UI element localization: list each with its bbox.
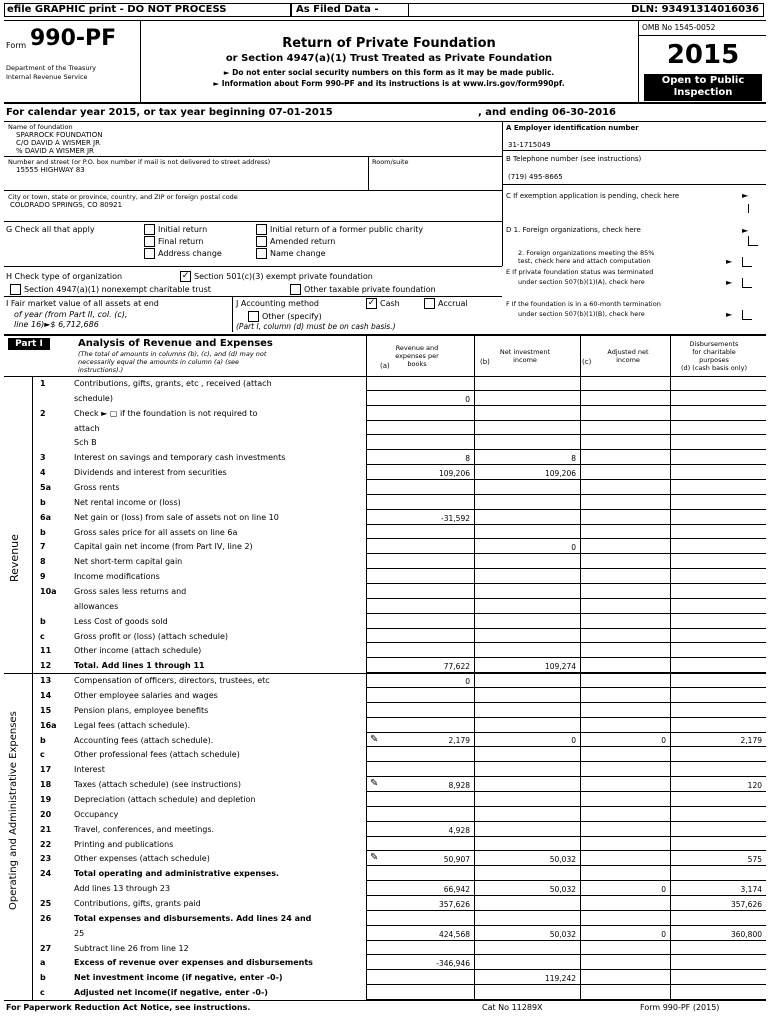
g-amended-label: Amended return xyxy=(270,237,336,246)
calendar-ending: , and ending 06-30-2016 xyxy=(478,107,616,118)
h-label: H Check type of organization xyxy=(6,272,123,281)
col-d-2: for charitable xyxy=(692,348,736,356)
table-row xyxy=(4,807,766,822)
g-final-return[interactable] xyxy=(144,236,203,247)
cell-col-a: 66,942 xyxy=(443,884,470,894)
line-label: Subtract line 26 from line 12 xyxy=(74,943,189,953)
table-row xyxy=(4,985,766,1000)
line-number: 24 xyxy=(40,869,52,879)
part-desc-2: necessarily equal the amounts in column (a) (see xyxy=(78,358,240,366)
attachment-icon[interactable]: ✎ xyxy=(370,852,379,864)
line-number: 10a xyxy=(40,587,57,596)
table-row xyxy=(4,614,766,629)
cell-col-a: 2,179 xyxy=(448,736,470,746)
line-label: Total operating and administrative expenses. xyxy=(74,869,279,879)
line-label: Excess of revenue over expenses and disbursements xyxy=(74,958,313,968)
line-label: allowances xyxy=(74,601,119,611)
table-row xyxy=(4,391,766,406)
checkmark-icon[interactable]: ✓ xyxy=(367,298,376,308)
cell-col-b: 119,242 xyxy=(544,974,576,984)
line-label: Net rental income or (loss) xyxy=(74,497,181,507)
line-label: Occupancy xyxy=(74,809,119,819)
table-row xyxy=(4,792,766,807)
j-cash-label: Cash xyxy=(380,299,400,308)
line-label: Check ► ▢ if the foundation is not required to xyxy=(74,408,258,418)
line-number: c xyxy=(40,988,45,998)
line-number: 25 xyxy=(40,899,52,908)
line-label: Other expenses (attach schedule) xyxy=(74,854,210,864)
line-label: Total expenses and disbursements. Add lines 24 and xyxy=(74,913,312,923)
line-label: Interest xyxy=(74,765,105,775)
table-row xyxy=(4,777,766,792)
col-d-header xyxy=(664,340,764,372)
line-number: 17 xyxy=(40,765,52,775)
line-label: Pension plans, employee benefits xyxy=(74,705,209,715)
ein: 31-1715049 xyxy=(508,141,551,149)
col-a-1: Revenue and xyxy=(395,344,439,352)
address-label: Number and street (or P.O. box number if mail is not delivered to street address) xyxy=(8,158,271,166)
checkbox[interactable] xyxy=(256,236,267,247)
table-row xyxy=(4,733,766,748)
form-number: 990-PF xyxy=(30,26,117,51)
arrow-icon: ► xyxy=(726,310,733,319)
i-line-3: line 16)►$ 6,712,686 xyxy=(14,320,99,329)
checkbox[interactable] xyxy=(144,248,155,259)
footer-form: Form 990-PF (2015) xyxy=(640,1003,720,1012)
line-label: Gross sales less returns and xyxy=(74,587,187,596)
line-number: b xyxy=(40,527,46,537)
checkbox[interactable] xyxy=(256,248,267,259)
line-number: 27 xyxy=(40,943,52,953)
cell-col-d: 357,626 xyxy=(730,899,762,909)
form-title: Return of Private Foundation xyxy=(282,36,496,51)
line-number: 18 xyxy=(40,780,52,790)
line-label: Other income (attach schedule) xyxy=(74,646,202,656)
open-public-badge xyxy=(644,74,762,101)
checkbox[interactable] xyxy=(256,224,267,235)
table-row xyxy=(4,970,766,985)
table-row xyxy=(4,911,766,926)
omb-number: OMB No 1545-0052 xyxy=(642,23,716,32)
table-row xyxy=(4,837,766,852)
line-number: 2 xyxy=(40,408,46,418)
checkbox[interactable] xyxy=(10,284,21,295)
line-number: 22 xyxy=(40,839,52,849)
line-number: 5a xyxy=(40,483,51,492)
attachment-icon[interactable]: ✎ xyxy=(370,778,379,790)
table-row xyxy=(4,480,766,495)
line-label: Compensation of officers, directors, trustees, etc xyxy=(74,676,270,686)
table-row xyxy=(4,896,766,911)
h-opt1[interactable] xyxy=(180,271,373,282)
table-row xyxy=(4,599,766,614)
part-tag: Part I xyxy=(8,338,50,350)
table-row xyxy=(4,450,766,465)
line-number: 16a xyxy=(40,720,57,730)
line-number: a xyxy=(40,958,46,968)
g-initial-former[interactable] xyxy=(256,224,423,235)
line-label: Net short-term capital gain xyxy=(74,557,183,567)
col-c-header: Adjusted net income xyxy=(607,348,649,364)
arrow-icon: ► xyxy=(742,226,749,235)
table-row xyxy=(4,629,766,644)
line-number: 8 xyxy=(40,557,46,567)
open-public-2: Inspection xyxy=(673,87,733,98)
j-other[interactable] xyxy=(248,311,322,322)
cell-col-d: 575 xyxy=(747,855,762,865)
d2-label-1: 2. Foreign organizations meeting the 85% xyxy=(518,249,655,257)
table-row xyxy=(4,941,766,956)
address: 15555 HIGHWAY 83 xyxy=(16,166,85,174)
j-note: (Part I, column (d) must be on cash basis.) xyxy=(236,322,396,331)
cell-col-b: 0 xyxy=(571,543,576,553)
exemption-pending-label: C If exemption application is pending, check here xyxy=(506,192,680,200)
table-row xyxy=(4,822,766,837)
attachment-icon[interactable]: ✎ xyxy=(370,733,379,745)
checkbox[interactable] xyxy=(290,284,301,295)
cell-col-d: 2,179 xyxy=(740,736,762,746)
d1-label: D 1. Foreign organizations, check here xyxy=(506,226,641,234)
form-prefix: Form xyxy=(6,41,27,50)
col-b-tag: (b) xyxy=(480,358,490,366)
line-number: c xyxy=(40,750,45,760)
cell-col-a: 4,928 xyxy=(448,825,470,835)
line-label: Gross rents xyxy=(74,483,120,492)
table-row xyxy=(4,584,766,599)
line-number: 13 xyxy=(40,676,52,686)
line-label: Net investment income (if negative, enter -0-) xyxy=(74,973,283,983)
table-row xyxy=(4,688,766,703)
g-final-return-label: Final return xyxy=(158,237,204,246)
cell-col-a: 77,622 xyxy=(443,662,470,672)
line-number: b xyxy=(40,497,46,507)
ein-label: A Employer identification number xyxy=(506,124,639,132)
part1-table xyxy=(4,376,766,1000)
line-label: Depreciation (attach schedule) and depletion xyxy=(74,795,256,804)
table-row xyxy=(4,926,766,941)
line-number: 12 xyxy=(40,661,52,671)
line-number: 7 xyxy=(40,542,46,552)
checkmark-icon[interactable]: ✓ xyxy=(181,271,190,281)
table-row xyxy=(4,569,766,584)
j-other-label: Other (specify) xyxy=(262,312,322,321)
col-a-2: expenses per xyxy=(395,352,439,360)
e-label-1: E If private foundation status was terminated xyxy=(506,268,654,276)
line-label: Less Cost of goods sold xyxy=(74,616,168,626)
table-row xyxy=(4,747,766,762)
h-opt3[interactable] xyxy=(290,284,436,295)
table-row xyxy=(4,376,766,391)
cell-col-a: 424,568 xyxy=(438,929,470,939)
cell-col-b: 109,206 xyxy=(544,468,576,478)
f-label-2: under section 507(b)(1)(B), check here xyxy=(518,310,645,318)
checkbox[interactable] xyxy=(144,224,155,235)
cell-col-c: 0 xyxy=(661,736,666,746)
table-row xyxy=(4,525,766,540)
expense-label: Operating and Administrative Expenses xyxy=(8,711,19,910)
table-row xyxy=(4,866,766,881)
line-number: 6a xyxy=(40,512,51,522)
calendar-year: For calendar year 2015, or tax year beginning 07-01-2015 xyxy=(6,107,333,118)
city-label: City or town, state or province, country, and ZIP or foreign postal code xyxy=(8,193,238,201)
line-number: c xyxy=(40,631,45,641)
table-row xyxy=(4,718,766,733)
cell-col-a: 50,907 xyxy=(443,855,470,865)
g-amended[interactable] xyxy=(256,236,335,247)
table-row xyxy=(4,673,766,688)
line-label: Gross profit or (loss) (attach schedule) xyxy=(74,631,229,641)
line-label: Capital gain net income (from Part IV, line 2) xyxy=(74,542,253,552)
line-number: 23 xyxy=(40,854,52,864)
line-label: Contributions, gifts, grants paid xyxy=(74,899,201,908)
line-number: 20 xyxy=(40,809,52,819)
table-row xyxy=(4,881,766,896)
line-label: Contributions, gifts, grants, etc , received (attach xyxy=(74,379,272,388)
g-initial-return-label: Initial return xyxy=(158,225,208,234)
table-row xyxy=(4,554,766,569)
col-d-3: purposes xyxy=(699,356,729,364)
d1-checkbox[interactable] xyxy=(748,236,758,246)
room-suite-label: Room/suite xyxy=(372,158,409,166)
cell-col-a: 0 xyxy=(465,676,470,686)
cell-col-c: 0 xyxy=(661,929,666,939)
line-number: b xyxy=(40,973,46,983)
j-cash[interactable] xyxy=(366,298,400,309)
cell-col-c: 0 xyxy=(661,884,666,894)
e-label-2: under section 507(b)(1)(A), check here xyxy=(518,278,645,286)
line-number: 11 xyxy=(40,646,52,656)
table-row xyxy=(4,762,766,777)
top-bar-left: efile GRAPHIC print - DO NOT PROCESS xyxy=(4,3,291,17)
foundation-name-label: Name of foundation xyxy=(8,123,73,131)
line-number: 14 xyxy=(40,691,52,700)
revenue-label: Revenue xyxy=(8,534,21,582)
e-checkbox[interactable] xyxy=(742,278,752,288)
cell-col-b: 50,032 xyxy=(549,929,576,939)
open-public-1: Open to Public xyxy=(661,75,745,86)
phone-label: B Telephone number (see instructions) xyxy=(506,155,642,163)
exemption-pending-checkbox[interactable] xyxy=(748,204,749,213)
col-c-tag: (c) xyxy=(582,358,592,366)
part-title: Analysis of Revenue and Expenses xyxy=(78,338,273,349)
note-ssn: ► Do not enter social security numbers on this form as it may be made public. xyxy=(223,68,555,77)
i-line-1: I Fair market value of all assets at end xyxy=(6,299,159,308)
g-address-change-label: Address change xyxy=(158,249,222,258)
cell-col-b: 109,274 xyxy=(544,662,576,672)
table-row xyxy=(4,495,766,510)
dln: DLN: 93491314016036 xyxy=(408,3,764,17)
checkbox[interactable] xyxy=(248,311,259,322)
phone: (719) 495-8665 xyxy=(508,173,563,181)
cell-col-a: -31,592 xyxy=(441,513,470,523)
line-label: Other professional fees (attach schedule) xyxy=(74,750,240,760)
table-row xyxy=(4,643,766,658)
foundation-name-3: % DAVID A WISMER JR xyxy=(16,147,94,155)
line-number: 21 xyxy=(40,824,52,834)
g-name-change-label: Name change xyxy=(270,249,326,258)
line-label: schedule) xyxy=(74,393,113,403)
checkbox[interactable] xyxy=(144,236,155,247)
line-number: 1 xyxy=(40,379,46,388)
cell-col-a: 109,206 xyxy=(438,468,470,478)
line-label: Taxes (attach schedule) (see instructions) xyxy=(74,780,241,790)
j-accrual-label: Accrual xyxy=(438,299,468,308)
dept-1: Department of the Treasury xyxy=(6,64,97,72)
table-row xyxy=(4,421,766,436)
cell-col-a: 0 xyxy=(465,394,470,404)
top-bar-middle: As Filed Data - xyxy=(291,3,409,17)
line-label: Net gain or (loss) from sale of assets not on line 10 xyxy=(74,512,279,522)
arrow-icon: ► xyxy=(726,257,733,266)
col-b-header: Net investment income xyxy=(499,348,551,364)
table-row xyxy=(4,851,766,866)
line-label: 25 xyxy=(74,928,85,938)
table-row xyxy=(4,658,766,673)
foundation-name-2: C/O DAVID A WISMER JR xyxy=(16,139,100,147)
cell-col-d: 360,800 xyxy=(730,929,762,939)
arrow-icon: ► xyxy=(726,278,733,287)
table-row xyxy=(4,435,766,450)
foundation-name-1: SPARROCK FOUNDATION xyxy=(16,131,103,139)
line-number: 4 xyxy=(40,468,46,478)
line-label: Total. Add lines 1 through 11 xyxy=(74,661,205,671)
table-row xyxy=(4,510,766,525)
arrow-icon: ► xyxy=(742,191,749,200)
dept-2: Internal Revenue Service xyxy=(6,73,88,81)
line-number: 9 xyxy=(40,572,46,582)
line-label: Accounting fees (attach schedule). xyxy=(74,735,214,745)
col-d-4: (d) (cash basis only) xyxy=(681,364,747,372)
h-opt2[interactable] xyxy=(10,284,211,295)
line-label: Printing and publications xyxy=(74,839,174,849)
part-desc-3: instructions).) xyxy=(78,366,124,374)
table-row xyxy=(4,955,766,970)
line-label: Legal fees (attach schedule). xyxy=(74,720,191,730)
col-a-tag: (a) xyxy=(380,362,390,370)
col-a-3: books xyxy=(407,360,427,368)
footer-cat: Cat No 11289X xyxy=(482,1003,543,1012)
line-number: 19 xyxy=(40,795,52,804)
cell-col-a: 8 xyxy=(465,454,470,464)
j-label: J Accounting method xyxy=(236,299,320,308)
f-label-1: F If the foundation is in a 60-month termination xyxy=(506,300,661,308)
line-label: Adjusted net income(if negative, enter -0-) xyxy=(74,988,268,998)
city: COLORADO SPRINGS, CO 80921 xyxy=(10,201,123,209)
col-d-1: Disbursements xyxy=(689,340,739,348)
part-desc-1: (The total of amounts in columns (b), (c), and (d) may not xyxy=(78,350,267,358)
line-label: attach xyxy=(74,423,100,433)
cell-col-b: 0 xyxy=(571,736,576,746)
f-checkbox[interactable] xyxy=(742,310,752,320)
line-label: Travel, conferences, and meetings. xyxy=(74,824,215,834)
g-initial-return[interactable] xyxy=(144,224,207,235)
i-line-2: of year (from Part II, col. (c), xyxy=(14,310,128,319)
cell-col-d: 120 xyxy=(747,780,762,790)
g-label: G Check all that apply xyxy=(6,225,95,234)
tax-year: 2015 xyxy=(666,40,740,70)
d2-label-2: test, check here and attach computation xyxy=(518,257,651,265)
checkbox[interactable] xyxy=(424,298,435,309)
line-label: Add lines 13 through 23 xyxy=(74,884,171,894)
h-opt1-label: Section 501(c)(3) exempt private foundation xyxy=(194,272,373,281)
table-row xyxy=(4,703,766,718)
j-accrual[interactable] xyxy=(424,298,468,309)
line-number: b xyxy=(40,616,46,626)
footer-paperwork: For Paperwork Reduction Act Notice, see instructions. xyxy=(6,1003,251,1012)
note-info: ► Information about Form 990-PF and its instructions is at www.irs.gov/form990pf. xyxy=(213,79,565,88)
form-subtitle: or Section 4947(a)(1) Trust Treated as Private Foundation xyxy=(225,53,553,64)
g-initial-former-label: Initial return of a former public charity xyxy=(270,225,424,234)
cell-col-d: 3,174 xyxy=(740,884,762,894)
cell-col-b: 50,032 xyxy=(549,855,576,865)
cell-col-a: -346,946 xyxy=(436,959,470,969)
table-row xyxy=(4,465,766,480)
h-opt3-label: Other taxable private foundation xyxy=(304,285,436,294)
line-number: 3 xyxy=(40,453,46,463)
cell-col-b: 8 xyxy=(571,454,576,464)
line-number: 15 xyxy=(40,705,52,715)
line-label: Gross sales price for all assets on line 6a xyxy=(74,527,238,537)
table-row xyxy=(4,406,766,421)
h-opt2-label: Section 4947(a)(1) nonexempt charitable trust xyxy=(24,285,211,294)
line-number: b xyxy=(40,735,46,745)
d2-checkbox[interactable] xyxy=(742,257,752,267)
cell-col-a: 8,928 xyxy=(448,780,470,790)
line-number: 26 xyxy=(40,913,52,923)
table-row xyxy=(4,539,766,554)
line-label: Other employee salaries and wages xyxy=(74,691,218,700)
cell-col-b: 50,032 xyxy=(549,884,576,894)
line-label: Sch B xyxy=(74,438,97,448)
g-address-change[interactable] xyxy=(144,248,222,259)
line-label: Interest on savings and temporary cash investments xyxy=(74,453,286,463)
line-label: Dividends and interest from securities xyxy=(74,468,227,478)
top-bar xyxy=(4,3,766,17)
cell-col-a: 357,626 xyxy=(438,899,470,909)
line-label: Income modifications xyxy=(74,572,160,582)
g-name-change[interactable] xyxy=(256,248,326,259)
